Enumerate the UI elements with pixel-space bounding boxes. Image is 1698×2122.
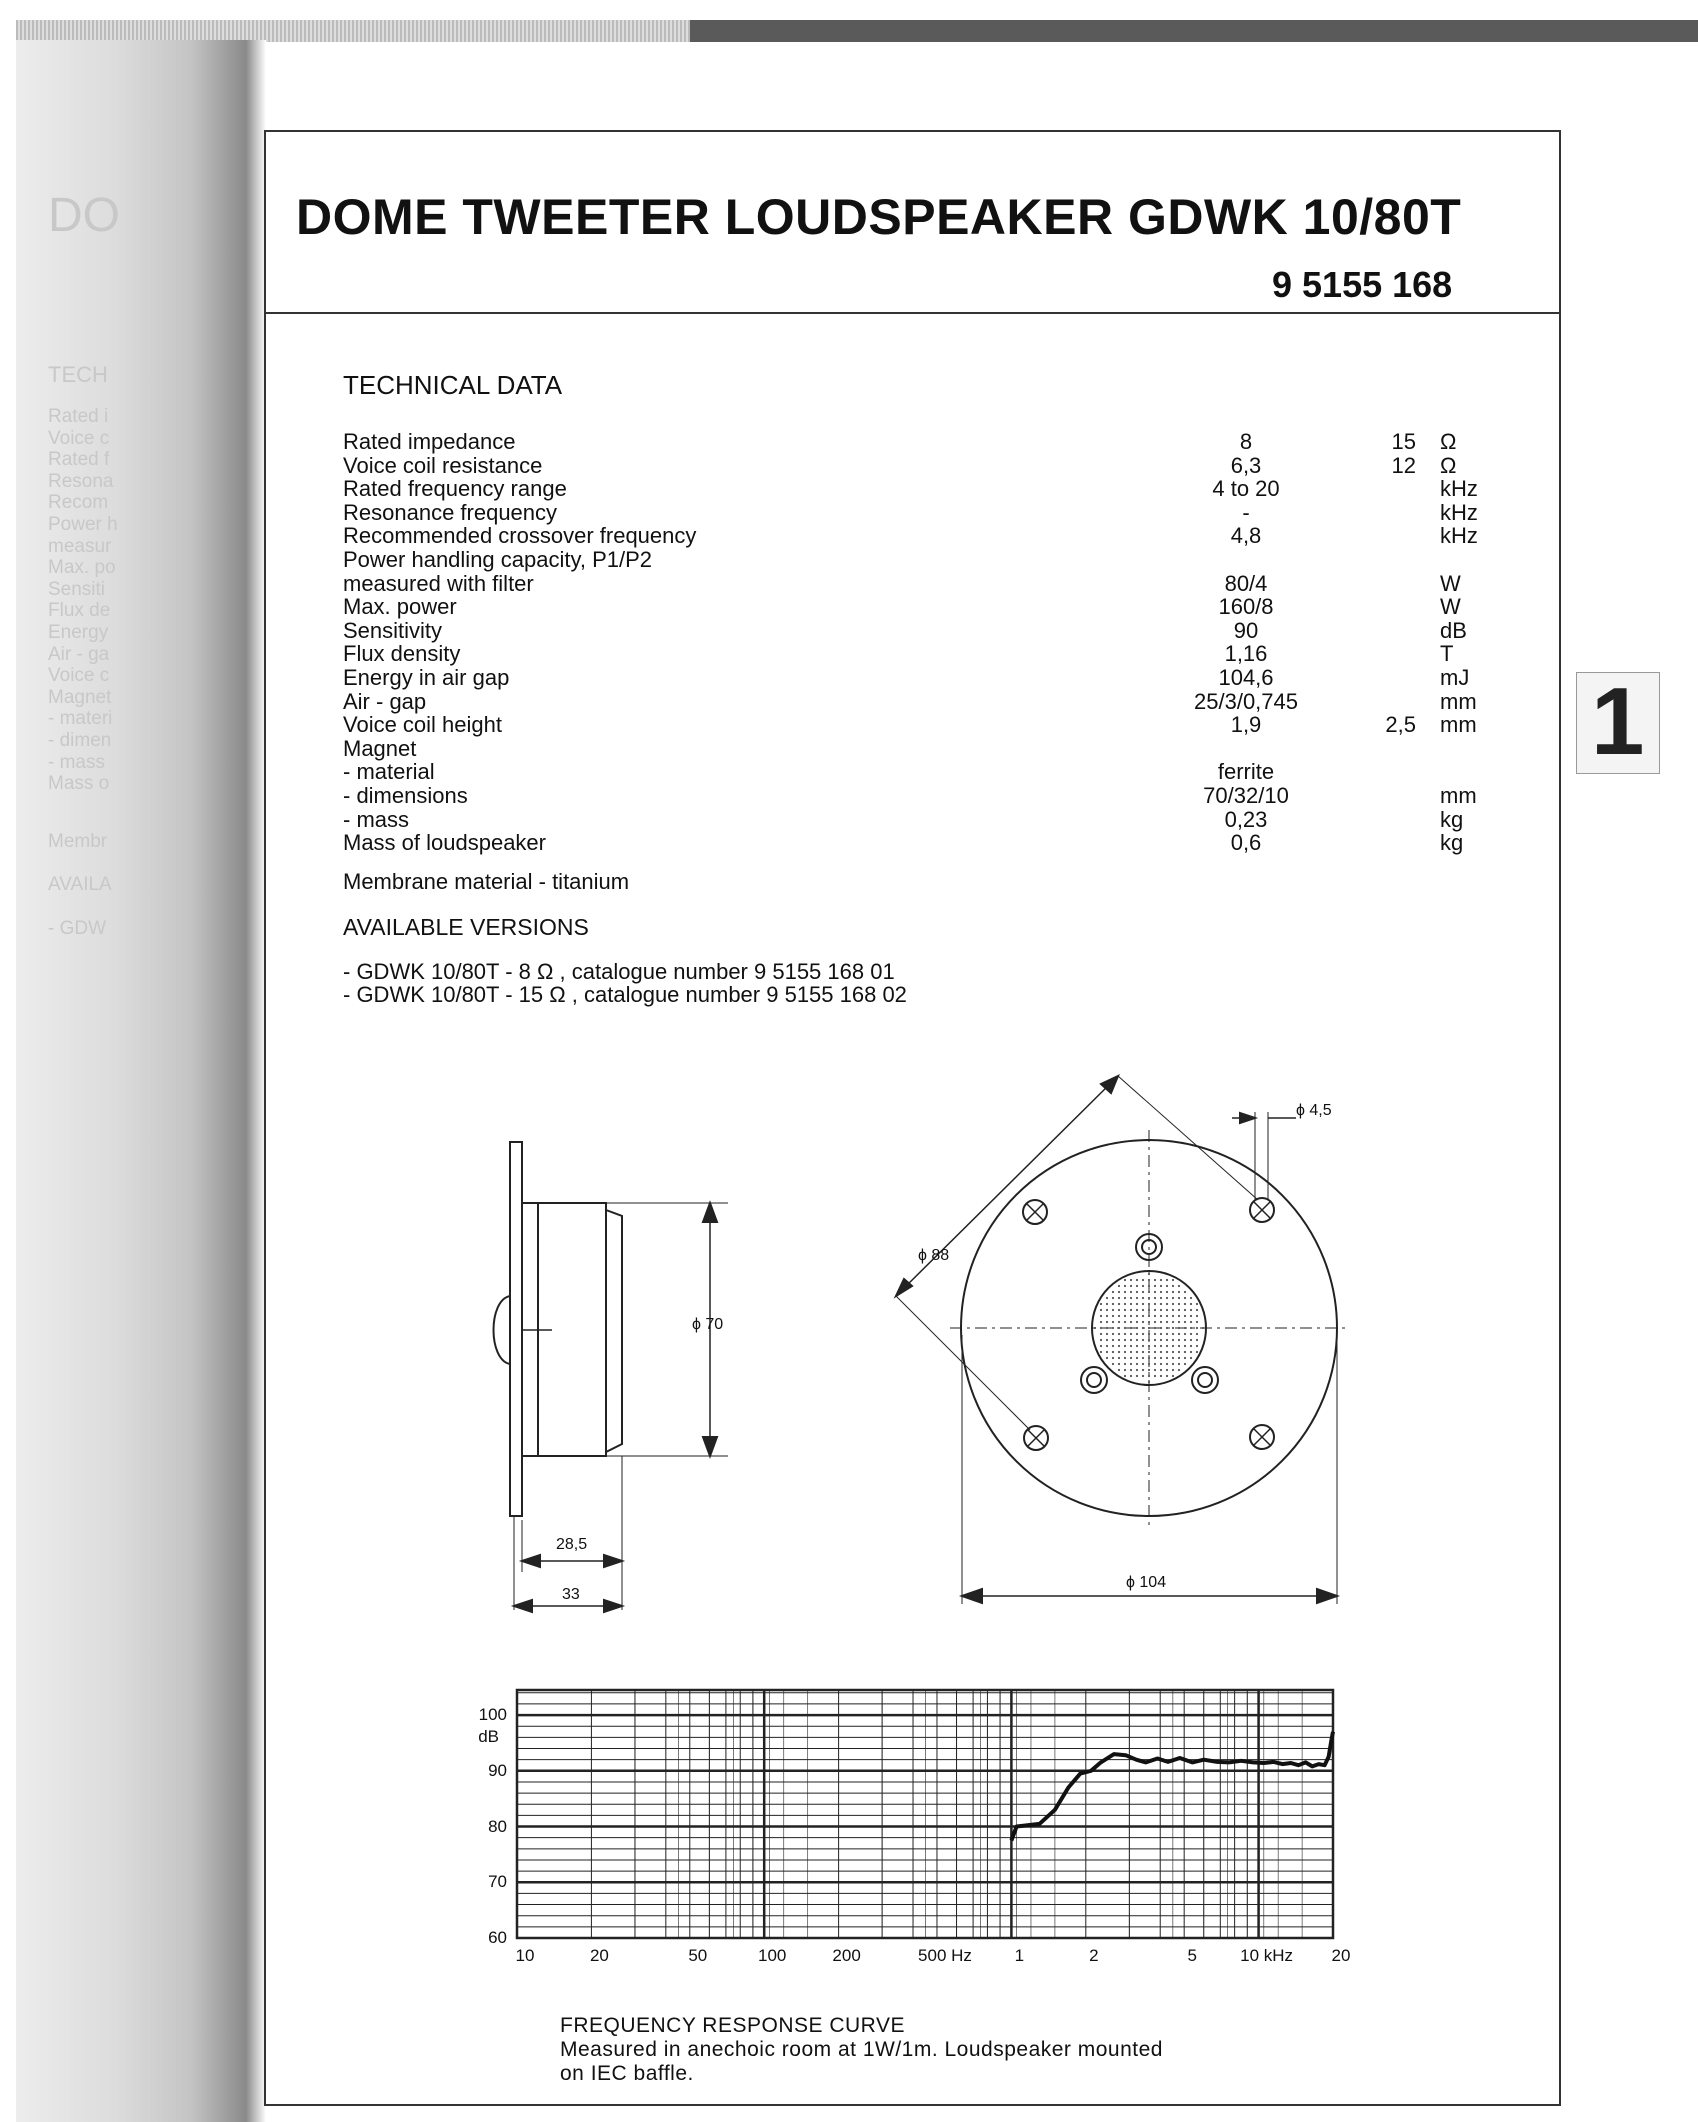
y-axis-unit: dB [478,1727,499,1747]
y-tick-label: 70 [488,1872,507,1892]
dimension-label-70: ϕ 70 [692,1316,724,1333]
tech-value-8ohm: 0,23 [1224,806,1268,832]
page-title: DOME TWEETER LOUDSPEAKER GDWK 10/80T [296,189,1462,245]
dimension-label-104: ϕ 104 [1126,1574,1167,1591]
membrane-material: Membrane material - titanium [343,869,630,894]
caption-title: FREQUENCY RESPONSE CURVE [560,2014,905,2037]
caption-line: on IEC baffle. [560,2062,694,2085]
tech-value-8ohm: 1,16 [1224,641,1268,667]
dimension-label-4-5: ϕ 4,5 [1296,1102,1332,1119]
tech-unit: Ω [1440,429,1457,454]
x-tick-label: 5 [1187,1946,1197,1965]
x-tick-label: 2 [1089,1946,1099,1965]
tech-label: - dimensions [343,783,468,808]
caption-line: Measured in anechoic room at 1W/1m. Loudspeaker mounted [560,2038,1163,2061]
facing-page-line: Mass o [48,773,110,795]
tech-unit: kHz [1440,523,1478,549]
tech-unit: mm [1440,783,1477,808]
facing-page-line: - mass [48,751,105,773]
y-tick-label: 100 [478,1705,507,1725]
tech-value-8ohm: 80/4 [1224,570,1268,596]
facing-page-line: Recom [48,492,109,514]
x-tick-label: 200 [832,1946,861,1965]
available-versions-heading: AVAILABLE VERSIONS [343,914,589,940]
version-item: - GDWK 10/80T - 15 Ω , catalogue number 9 5155 168 02 [343,982,907,1007]
tech-label: Air - gap [343,688,427,714]
tech-label: Voice coil resistance [343,452,543,478]
facing-page-line: Power h [48,514,118,535]
tech-value-15ohm: 12 [1391,452,1416,478]
x-tick-label: 100 [758,1946,787,1965]
facing-page-line: measur [48,535,112,557]
tech-unit: W [1440,570,1461,596]
tech-label: Recommended crossover frequency [343,523,697,549]
technical-data-heading: TECHNICAL DATA [343,370,563,400]
chart-frame [517,1690,1333,1938]
tech-label: Power handling capacity, P1/P2 [343,547,652,572]
tech-value-8ohm: - [1242,499,1250,525]
facing-page-line: Max. po [48,557,116,579]
tech-label: - mass [343,806,409,832]
tech-value-8ohm: 104,6 [1218,665,1274,690]
tech-label: Energy in air gap [343,665,510,690]
tech-unit: dB [1440,617,1467,643]
facing-page-line: Voice c [48,665,110,687]
facing-page-line: Rated f [48,449,110,471]
tech-label: Resonance frequency [343,499,558,525]
version-item: - GDWK 10/80T - 8 Ω , catalogue number 9 5155 168 01 [343,959,895,984]
y-tick-label: 90 [488,1760,507,1780]
x-tick-label: 500 Hz [918,1946,972,1965]
tech-label: Rated impedance [343,429,516,454]
facing-page-line: Rated i [48,406,109,427]
facing-page-heading: DO [48,189,120,242]
tech-unit: mm [1440,712,1477,738]
tech-value-15ohm: 2,5 [1385,712,1416,738]
x-tick-label: 20 [1331,1946,1351,1965]
x-tick-label: 1 [1014,1946,1025,1965]
tech-label: Rated frequency range [343,476,567,502]
tech-unit: W [1440,594,1461,620]
facing-page-line: Resona [48,470,114,492]
facing-page-line: Magnet [48,686,112,708]
tech-value-8ohm: 4,8 [1230,523,1262,549]
facing-page-line: Sensiti [48,578,106,600]
tech-value-8ohm: ferrite [1217,759,1275,785]
tech-label: Voice coil height [343,712,502,738]
dimension-label-28-5: 28,5 [556,1536,588,1553]
y-tick-label: 60 [488,1928,507,1947]
tech-unit: mm [1440,688,1477,714]
tech-unit: T [1440,641,1454,667]
tech-value-8ohm: 90 [1233,617,1259,643]
facing-page-line: Membr [48,830,108,852]
x-tick-label: 10 kHz [1240,1946,1294,1965]
tech-unit: kg [1440,806,1464,832]
tech-value-8ohm: 8 [1239,429,1253,454]
tech-value-8ohm: 1,9 [1230,712,1262,738]
tech-value-8ohm: 4 to 20 [1212,476,1280,502]
facing-page-line: Flux de [48,600,111,622]
facing-page-line: Voice c [48,427,110,449]
x-tick-label: 50 [688,1946,708,1965]
tech-value-8ohm: 70/32/10 [1203,783,1289,808]
tech-label: Max. power [343,594,457,620]
tech-label: Sensitivity [343,617,443,643]
dimension-label-33: 33 [562,1586,580,1603]
tech-label: Magnet [343,735,417,761]
tech-label: Flux density [343,641,461,667]
tech-unit: mJ [1440,665,1470,690]
tech-value-8ohm: 25/3/0,745 [1194,688,1298,714]
facing-page-section: TECH [48,362,108,387]
tech-unit: kHz [1440,499,1478,525]
tech-label: measured with filter [343,570,534,596]
facing-page-line: AVAILA [48,874,112,896]
x-tick-label: 10 [515,1946,535,1965]
tech-value-8ohm: 160/8 [1218,594,1274,620]
facing-page-line: - GDW [48,918,107,939]
facing-page-line: Energy [48,622,109,643]
tech-unit: kg [1440,830,1464,856]
tech-unit: Ω [1440,452,1457,478]
tech-label: Mass of loudspeaker [343,830,546,856]
tech-value-8ohm: 0,6 [1230,830,1262,856]
dimension-label-88: ϕ 88 [918,1247,950,1264]
tech-value-15ohm: 15 [1391,429,1416,454]
part-number: 9 5155 168 [1272,264,1453,305]
tech-label: - material [343,759,435,785]
facing-page-line: - materi [48,708,113,730]
y-tick-label: 80 [488,1816,507,1836]
facing-page-line: - dimen [48,730,112,751]
chart-caption [560,2014,1163,2086]
tech-value-8ohm: 6,3 [1230,452,1262,478]
chapter-number: 1 [1591,668,1645,775]
x-tick-label: 20 [589,1946,609,1965]
facing-page-line: Air - ga [48,643,110,665]
tech-unit: kHz [1440,476,1478,502]
